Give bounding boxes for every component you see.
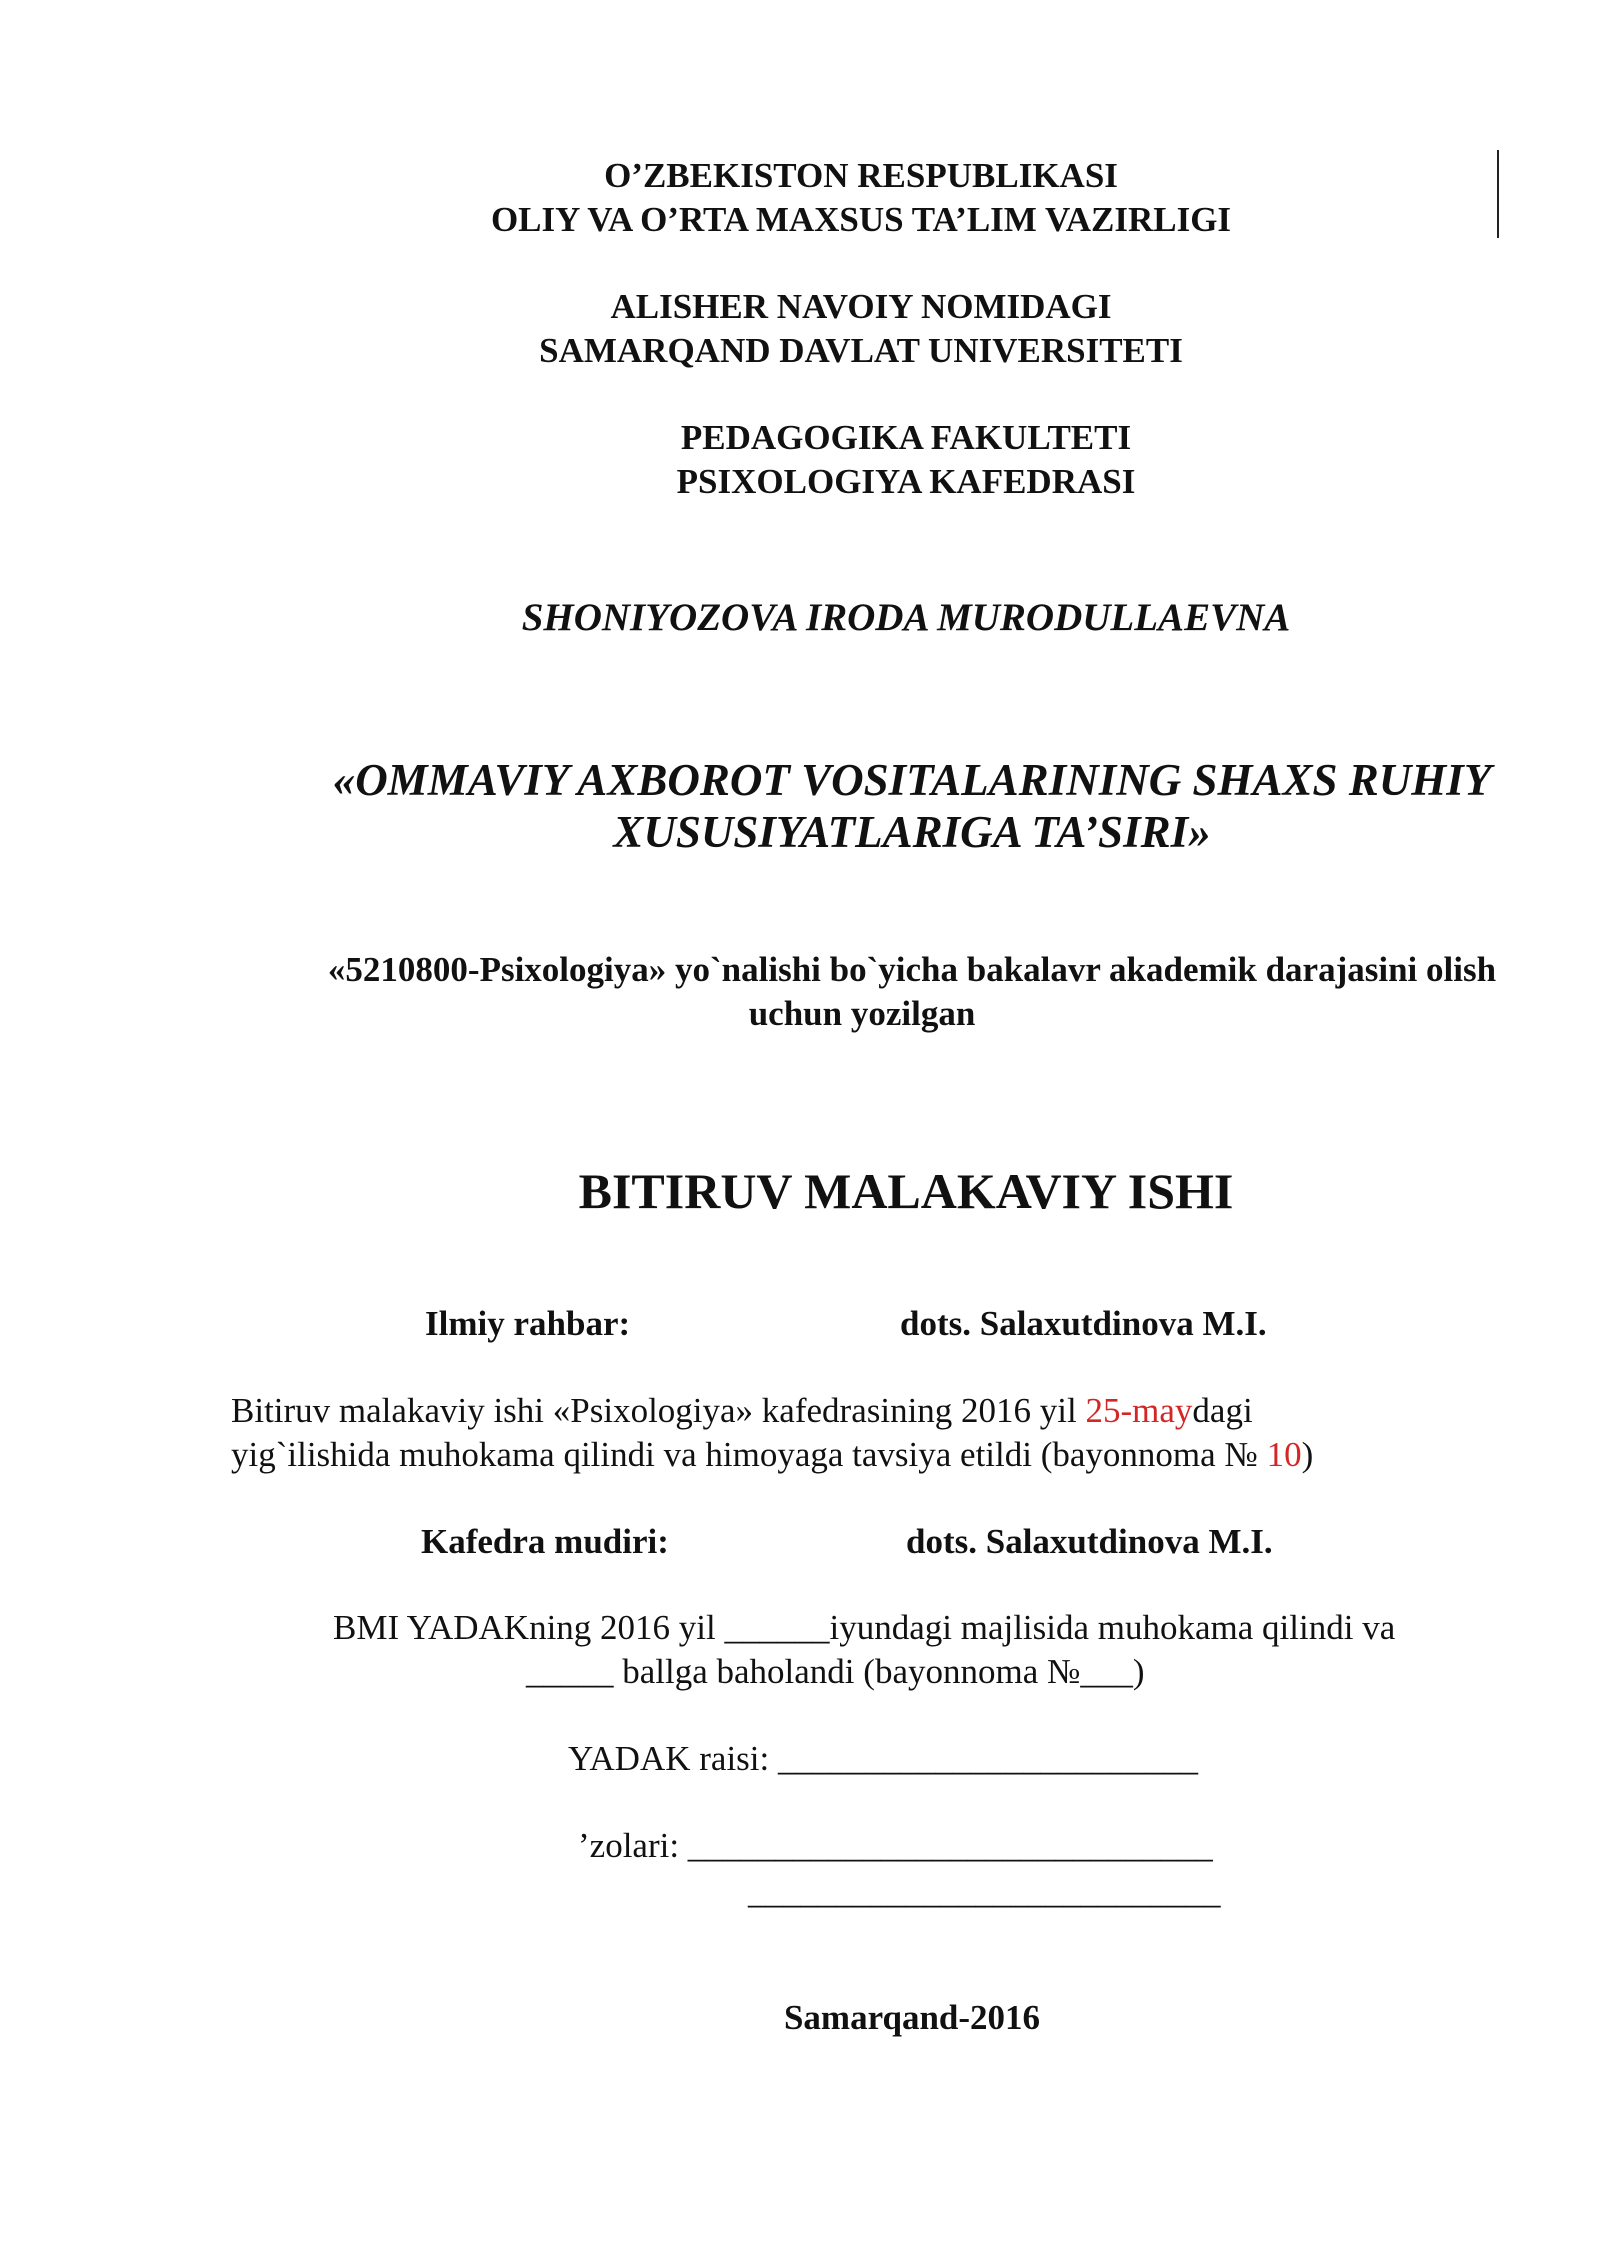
discussion-text-1a: Bitiruv malakaviy ishi «Psixologiya» kafedrasining 2016 yil xyxy=(231,1391,1086,1430)
discussion-text-1b: dagi xyxy=(1192,1391,1253,1430)
work-type-heading: BITIRUV MALAKAVIY ISHI xyxy=(578,1163,1234,1219)
supervisor-label: Ilmiy rahbar: xyxy=(425,1304,631,1343)
protocol-number: 10 xyxy=(1266,1435,1302,1474)
faculty-line: PEDAGOGIKA FAKULTETI xyxy=(680,418,1132,457)
place-year: Samarqand-2016 xyxy=(783,1998,1041,2037)
discussion-line-1 xyxy=(231,1389,1253,1433)
chairman-line: YADAK raisi: ________________________ xyxy=(568,1739,1198,1778)
department-line: PSIXOLOGIYA KAFEDRASI xyxy=(676,462,1136,501)
head-of-department-label: Kafedra mudiri: xyxy=(421,1522,669,1561)
discussion-line-2 xyxy=(231,1433,1313,1477)
republic-line: O’ZBEKISTON RESPUBLIKASI xyxy=(604,156,1118,195)
head-of-department-name: dots. Salaxutdinova M.I. xyxy=(906,1522,1273,1561)
commission-line-1: BMI YADAKning 2016 yil ______iyundagi majlisida muhokama qilindi va xyxy=(333,1608,1396,1647)
discussion-text-2a: yig`ilishida muhokama qilindi va himoyaga tavsiya etildi (bayonnoma № xyxy=(231,1435,1267,1474)
discussion-text-2b: ) xyxy=(1301,1435,1314,1474)
members-line-2: ___________________________ xyxy=(748,1872,1221,1911)
supervisor-name: dots. Salaxutdinova M.I. xyxy=(900,1304,1267,1343)
thesis-title-line-1: «OMMAVIY AXBOROT VOSITALARINING SHAXS RUHIY xyxy=(332,755,1492,805)
university-line-1: ALISHER NAVOIY NOMIDAGI xyxy=(610,287,1112,326)
meeting-date: 25-may xyxy=(1085,1391,1193,1430)
commission-line-2: _____ ballga baholandi (bayonnoma №___) xyxy=(526,1652,1145,1691)
purpose-line-1: «5210800-Psixologiya» yo`nalishi bo`yicha bakalavr akademik darajasini olish xyxy=(327,950,1497,989)
thesis-title-line-2: XUSUSIYATLARIGA TA’SIRI» xyxy=(613,807,1211,857)
university-line-2: SAMARQAND DAVLAT UNIVERSITETI xyxy=(539,331,1183,370)
author-name: SHONIYOZOVA IRODA MURODULLAEVNA xyxy=(521,596,1291,639)
purpose-line-2: uchun yozilgan xyxy=(748,994,976,1033)
ministry-line: OLIY VA O’RTA MAXSUS TA’LIM VAZIRLIGI xyxy=(490,200,1232,239)
members-line-1: ’zolari: ______________________________ xyxy=(578,1826,1213,1865)
